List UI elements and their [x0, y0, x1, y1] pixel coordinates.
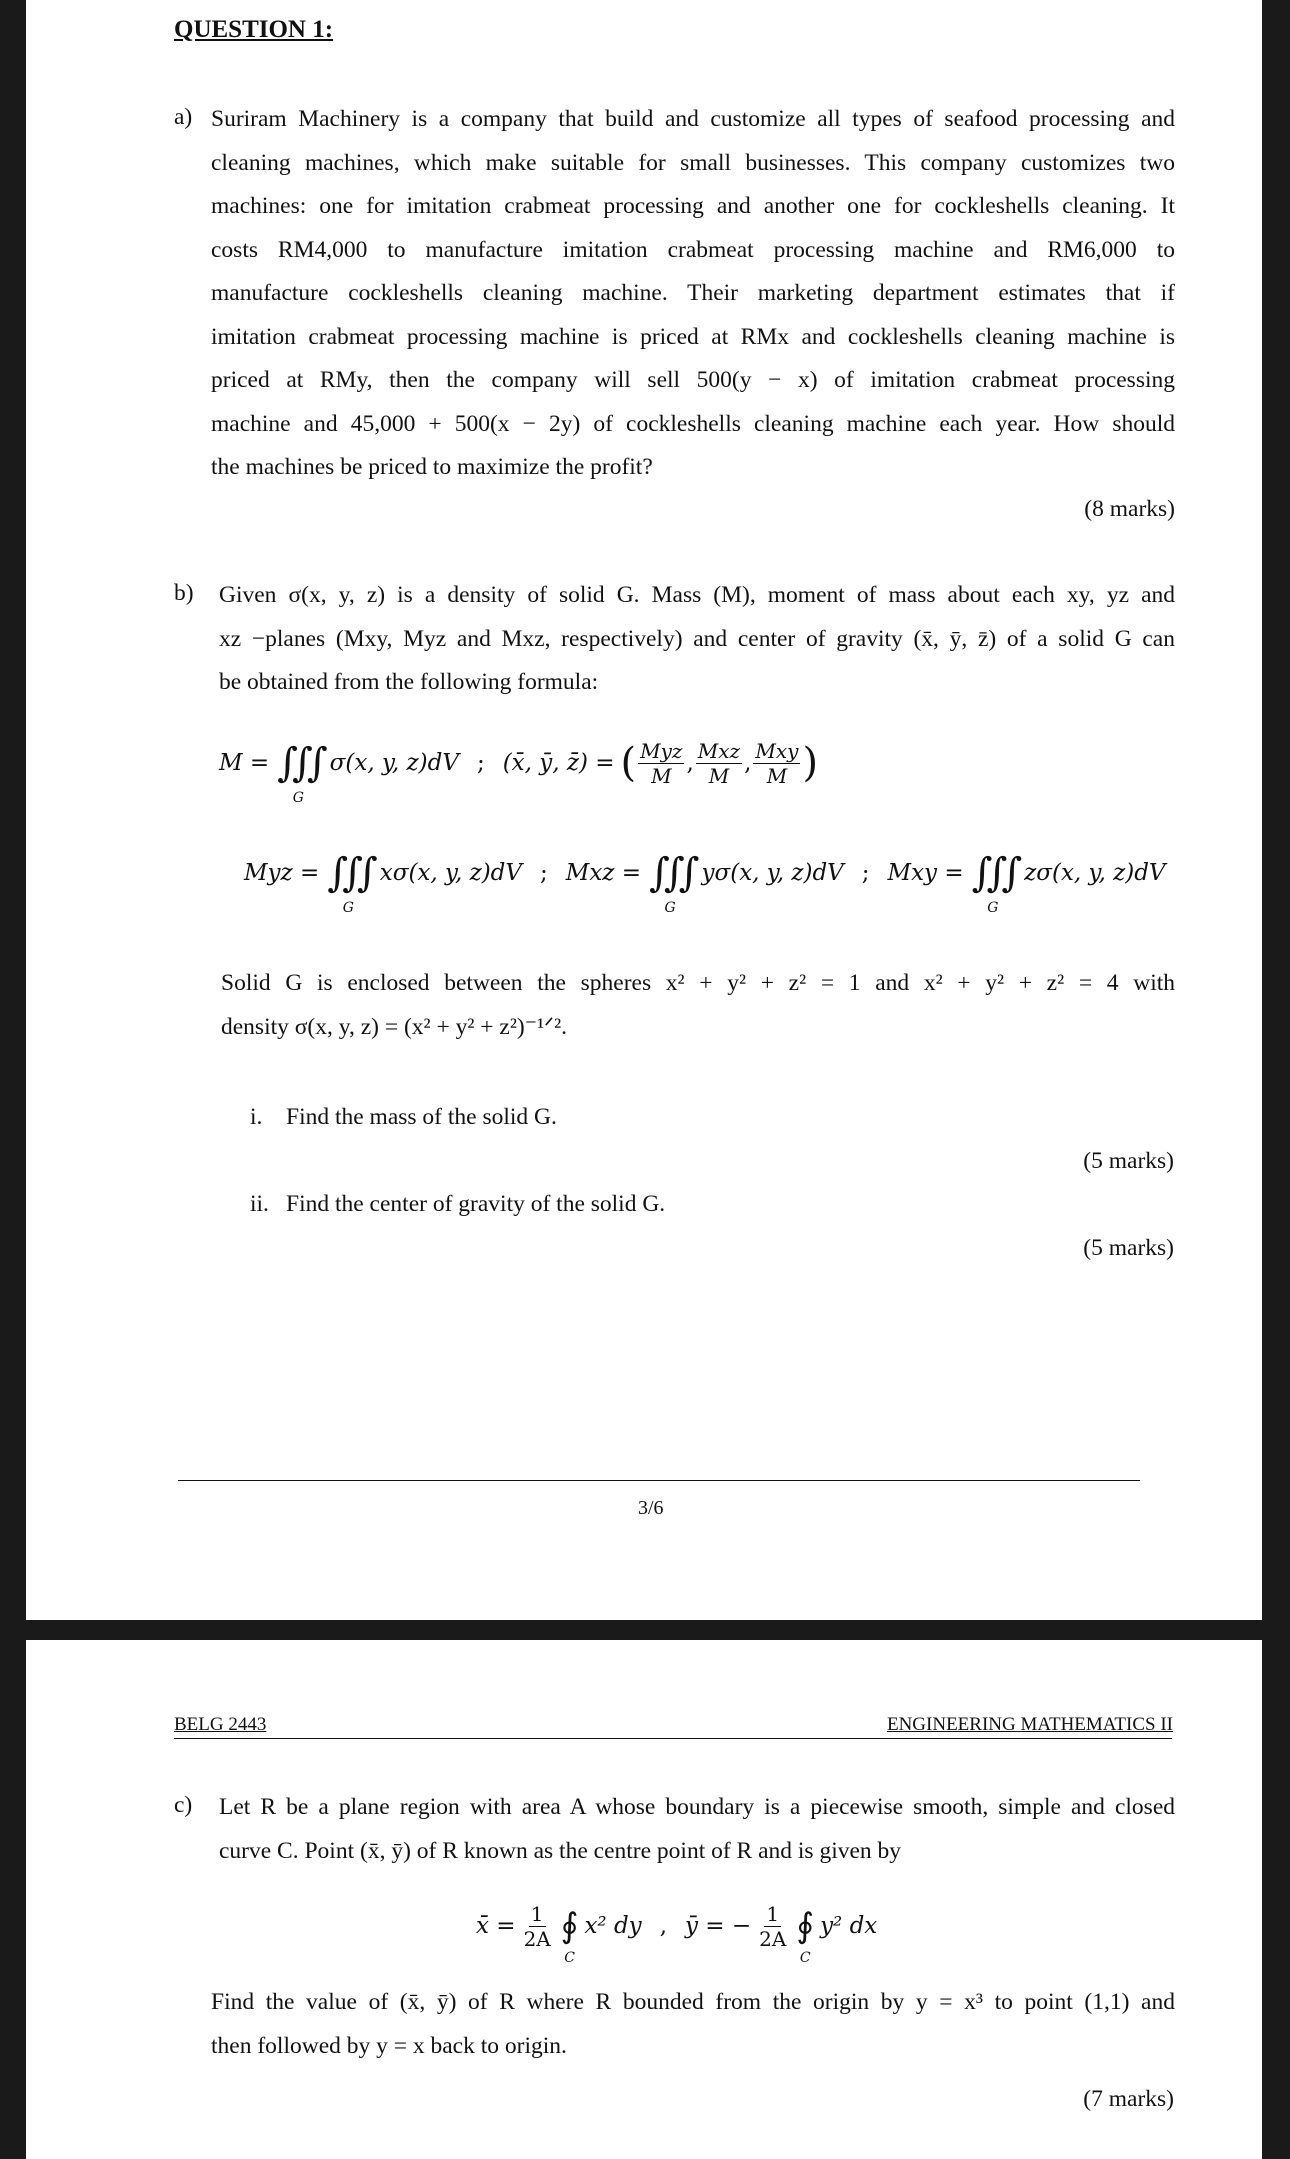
sub-i-marks: (5 marks) [1083, 1148, 1174, 1174]
myz-lhs: Myz = [244, 860, 320, 886]
integral-region: G [987, 900, 999, 916]
fraction-one-over-2a [522, 1902, 553, 1951]
triple-integral-icon: ∫∫∫ G [277, 740, 322, 806]
mxy-integrand: zσ(x, y, z)dV [1024, 860, 1166, 886]
part-c-find-line: then followed by y = x back to origin. [211, 2032, 567, 2059]
integral-region: G [292, 790, 304, 806]
document-page-3 [26, 0, 1262, 1620]
cog-lhs: (x̄, ȳ, z̄) = [502, 750, 615, 776]
triple-integral-icon: ∫∫∫ G [327, 850, 372, 916]
part-c-label: c) [174, 1792, 193, 1818]
question-title: QUESTION 1: [174, 16, 334, 43]
document-page-4 [26, 1640, 1262, 2159]
part-a-line: costs RM4,000 to manufacture imitation crabmeat processing machine and RM6,000 to [211, 236, 1175, 263]
ybar-lhs: ȳ = − [685, 1913, 752, 1939]
comma: , [659, 1913, 667, 1939]
part-b-label: b) [174, 580, 194, 606]
header-divider [174, 1738, 1172, 1739]
part-a-line: machines: one for imitation crabmeat processing and another one for cockleshells cleaning. It [211, 193, 1175, 219]
solid-line: density σ(x, y, z) = (x² + y² + z²)⁻¹ᐟ². [221, 1013, 568, 1040]
part-a-line: Suriram Machinery is a company that build and customize all types of seafood processing and [211, 106, 1175, 132]
sub-ii-marks: (5 marks) [1083, 1235, 1174, 1261]
part-a-text [211, 98, 1175, 490]
footer-divider [178, 1480, 1140, 1481]
part-a-line: machine and 45,000 + 500(x − 2y) of cockleshells cleaning machine each year. How should [211, 410, 1175, 437]
myz-integrand: xσ(x, y, z)dV [379, 860, 523, 886]
fraction-denominator: 2A [759, 1926, 787, 1951]
separator: ; [540, 860, 548, 886]
fraction-myz [638, 739, 684, 788]
separator: ; [476, 750, 485, 776]
contour-integral-icon: ∮ C [560, 1906, 579, 1966]
fraction-denominator: M [766, 763, 788, 788]
fraction-mxz [696, 739, 742, 788]
sub-i-text: Find the mass of the solid G. [286, 1104, 557, 1130]
mxz-lhs: Mxz = [565, 860, 641, 886]
fraction-numerator: Myz [640, 738, 683, 763]
contour-integral-icon: ∮ C [796, 1906, 815, 1966]
mass-lhs: M = [219, 750, 270, 776]
part-c-text [219, 1786, 1175, 1873]
xbar-lhs: x̄ = [476, 1913, 516, 1939]
part-c-line: curve C. Point (x̄, ȳ) of R known as the centre point of R and is given by [219, 1837, 902, 1864]
solid-line: Solid G is enclosed between the spheres x² + y² + z² = 1 and x² + y² + z² = 4 with [221, 970, 1175, 996]
part-c-find-text [211, 1981, 1175, 2068]
y-integrand: y² dx [820, 1913, 878, 1939]
part-a-marks: (8 marks) [1084, 496, 1175, 522]
part-a-line: the machines be priced to maximize the profit? [211, 454, 653, 480]
part-a-line: imitation crabmeat processing machine is priced at RMx and cockleshells cleaning machine is [211, 323, 1175, 350]
mxy-lhs: Mxy = [887, 860, 964, 886]
triple-integral-icon: ∫∫∫ G [971, 850, 1017, 916]
centroid-formula [476, 1894, 878, 1966]
fraction-numerator: Mxy [755, 738, 799, 763]
mass-integrand: σ(x, y, z)dV [329, 750, 459, 776]
solid-description [221, 962, 1175, 1049]
part-a-line: priced at RMy, then the company will sell 500(y − x) of imitation crabmeat processing [211, 367, 1175, 393]
x-integrand: x² dy [584, 1913, 642, 1939]
part-b-line: xz −planes (Mxy, Myz and Mxz, respectively) and center of gravity (x̄, ȳ, z̄) of a solid G can [219, 625, 1175, 652]
part-b-text [219, 574, 1175, 705]
moment-formulas [244, 838, 1166, 916]
course-code: BELG 2443 [174, 1714, 267, 1735]
fraction-denominator: M [708, 763, 730, 788]
right-paren: ) [802, 740, 819, 786]
page-number: 3/6 [638, 1497, 664, 1519]
separator: ; [861, 860, 870, 886]
fraction-numerator: 1 [766, 1901, 780, 1926]
fraction-numerator: Mxz [697, 738, 741, 763]
mxz-integrand: yσ(x, y, z)dV [701, 860, 844, 886]
part-a-label: a) [174, 104, 193, 130]
sub-ii-text: Find the center of gravity of the solid G. [286, 1191, 666, 1217]
mass-cog-formula: M = ∫∫∫ G σ(x, y, z)dV ; (x̄, ȳ, z̄) = ( $\frac{\text{Myz}}{M}$ , $\frac{\text{Mxz}}{M}$ , $\frac{\text{Mxy}}{M}$ ) [219, 738, 819, 806]
fraction-mxy [753, 739, 800, 788]
fraction-numerator: 1 [530, 1901, 544, 1926]
part-c-find-line: Find the value of (x̄, ȳ) of R where R bounded from the origin by y = x³ to point (1,1) and [211, 1989, 1175, 2015]
part-a-line: manufacture cockleshells cleaning machine. Their marketing department estimates that if [211, 280, 1175, 306]
triple-integral-icon: ∫∫∫ G [649, 850, 694, 916]
fraction-denominator: 2A [523, 1926, 551, 1951]
part-b-line: be obtained from the following formula: [219, 669, 599, 695]
sub-i-label: i. [250, 1104, 263, 1130]
part-c-marks: (7 marks) [1083, 2086, 1174, 2112]
left-paren: ( [620, 740, 637, 786]
part-a-line: cleaning machines, which make suitable for small businesses. This company customizes two [211, 149, 1175, 176]
sub-ii-label: ii. [250, 1191, 269, 1217]
integral-region: G [342, 900, 354, 916]
integral-region: G [664, 900, 676, 916]
contour-label: C [564, 1950, 575, 1966]
part-c-line: Let R be a plane region with area A whose boundary is a piecewise smooth, simple and closed [219, 1794, 1175, 1820]
fraction-one-over-2a [757, 1902, 788, 1951]
fraction-denominator: M [651, 763, 672, 788]
course-name: ENGINEERING MATHEMATICS II [886, 1714, 1173, 1735]
contour-label: C [799, 1950, 811, 1966]
part-b-line: Given σ(x, y, z) is a density of solid G. Mass (M), moment of mass about each xy, yz and [219, 582, 1175, 608]
